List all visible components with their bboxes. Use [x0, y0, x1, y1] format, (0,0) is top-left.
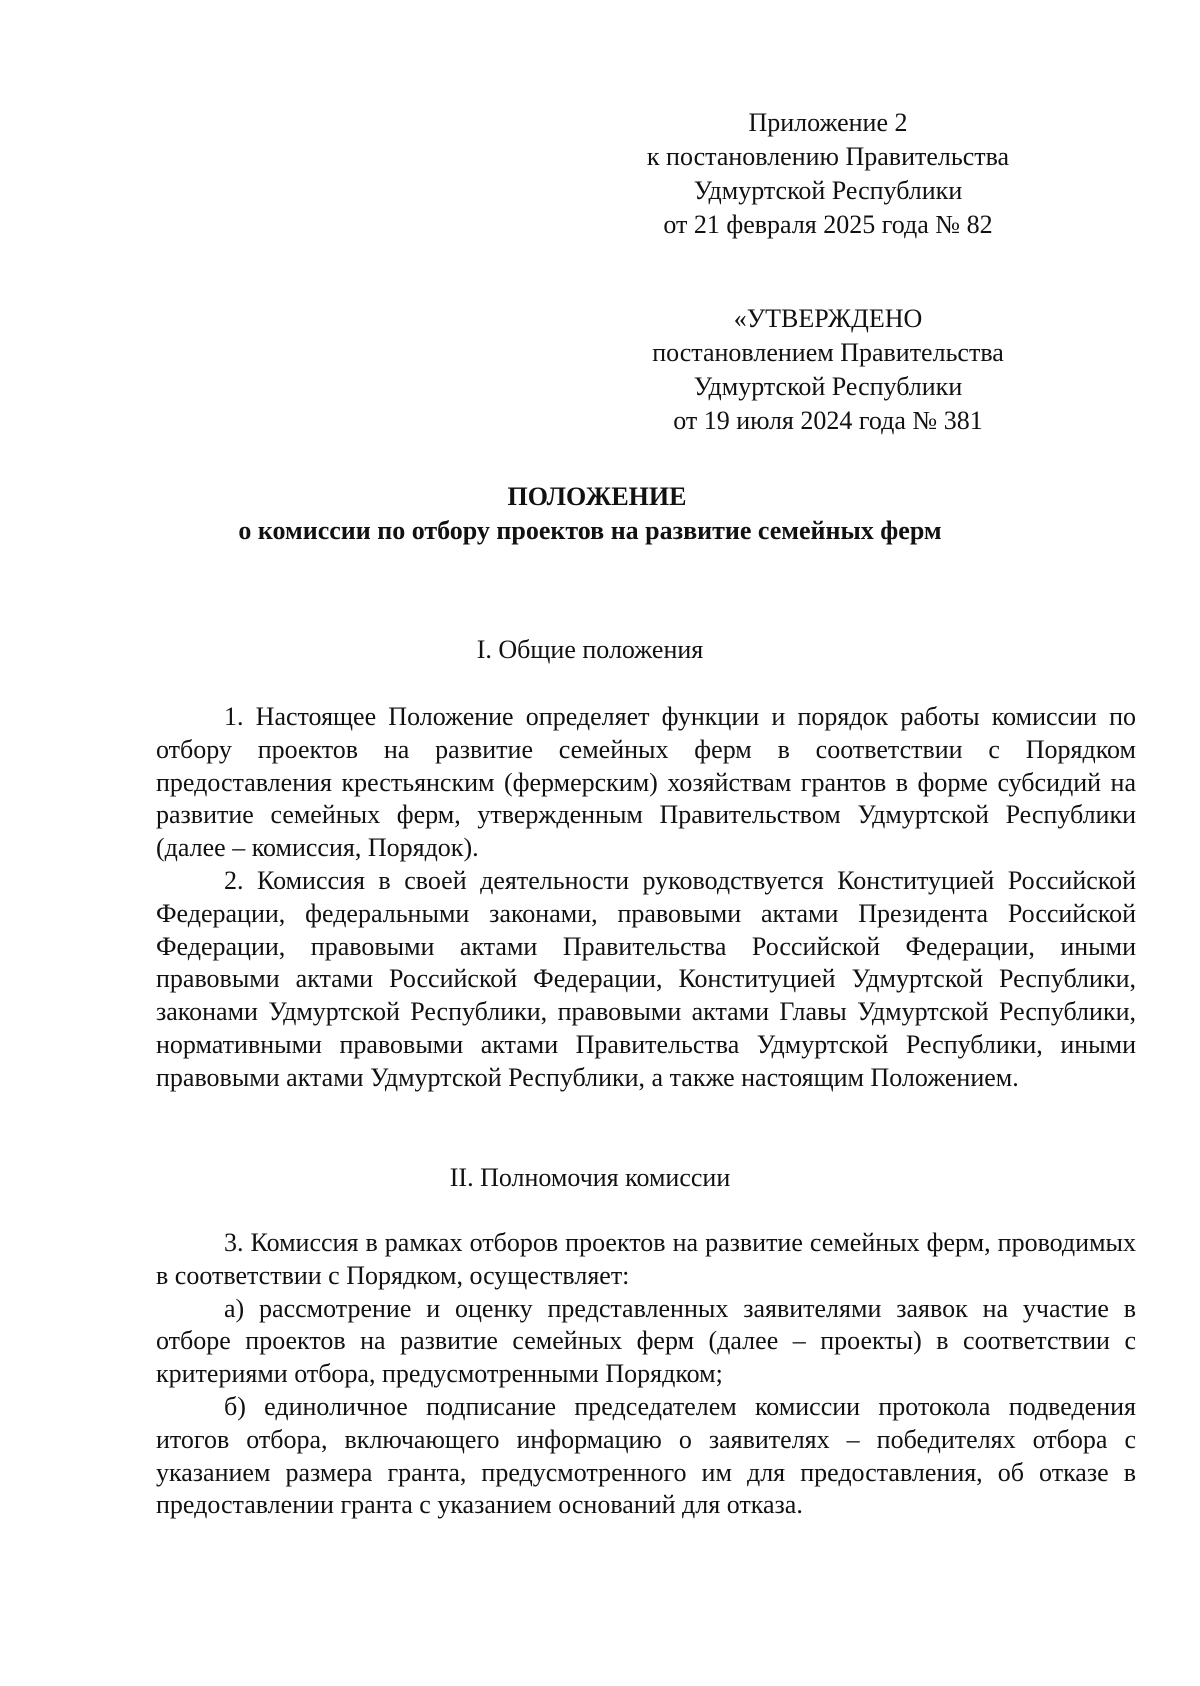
- annex-line: Приложение 2: [748, 108, 908, 137]
- paragraph: б) единоличное подписание председателем комиссии протокола подведения итогов отбора, включающего информацию о заявителях – победителях отбора с указанием размера гранта, предусмотренного им для предоставления, об отказе в предоставлении гранта с указанием оснований для отказа.: [156, 1391, 1136, 1520]
- section-body-general: [156, 701, 1136, 1095]
- section-heading-powers: II. Полномочия комиссии: [449, 1163, 731, 1192]
- section-heading-general: I. Общие положения: [476, 635, 704, 664]
- title-subtitle: о комиссии по отбору проектов на развитие семейных ферм: [238, 516, 942, 545]
- paragraph: 1. Настоящее Положение определяет функции и порядок работы комиссии по отбору проектов на развитие семейных ферм в соответствии с Порядком предоставления крестьянским (фермерским) хозяйствам грантов в форме субсидий на развитие семейных ферм, утвержденным Правительством Удмуртской Республики (далее – комиссия, Порядок).: [156, 702, 1136, 863]
- approved-line: Удмуртской Республики: [693, 372, 963, 401]
- approved-line: «УТВЕРЖДЕНО: [733, 304, 923, 333]
- annex-line: от 21 февраля 2025 года № 82: [663, 210, 993, 239]
- approved-line: постановлением Правительства: [652, 338, 1004, 367]
- paragraph: а) рассмотрение и оценку представленных заявителями заявок на участие в отборе проектов на развитие семейных ферм (далее – проекты) в соответствии с критериями отбора, предусмотренными Порядком;: [156, 1293, 1136, 1389]
- title-main: ПОЛОЖЕНИЕ: [507, 482, 687, 511]
- paragraph: 2. Комиссия в своей деятельности руководствуется Конституцией Российской Федерации, федеральными законами, правовыми актами Президента Российской Федерации, правовыми актами Правительства Российской Федерации, иными правовыми актами Российской Федерации, Конституцией Удмуртской Республики, законами Удмуртской Республики, правовыми актами Главы Удмуртской Республики, нормативными правовыми актами Правительства Удмуртской Республики, иными правовыми актами Удмуртской Республики, а также настоящим Положением.: [156, 865, 1136, 1092]
- approved-block: [608, 302, 1048, 438]
- document-title: [0, 480, 1200, 548]
- annex-block: [608, 106, 1048, 242]
- paragraph: 3. Комиссия в рамках отборов проектов на развитие семейных ферм, проводимых в соответствии с Порядком, осуществляет:: [156, 1228, 1136, 1290]
- approved-line: от 19 июля 2024 года № 381: [673, 406, 983, 435]
- annex-line: к постановлению Правительства: [646, 142, 1010, 171]
- section-body-powers: [156, 1227, 1136, 1522]
- annex-line: Удмуртской Республики: [693, 176, 963, 205]
